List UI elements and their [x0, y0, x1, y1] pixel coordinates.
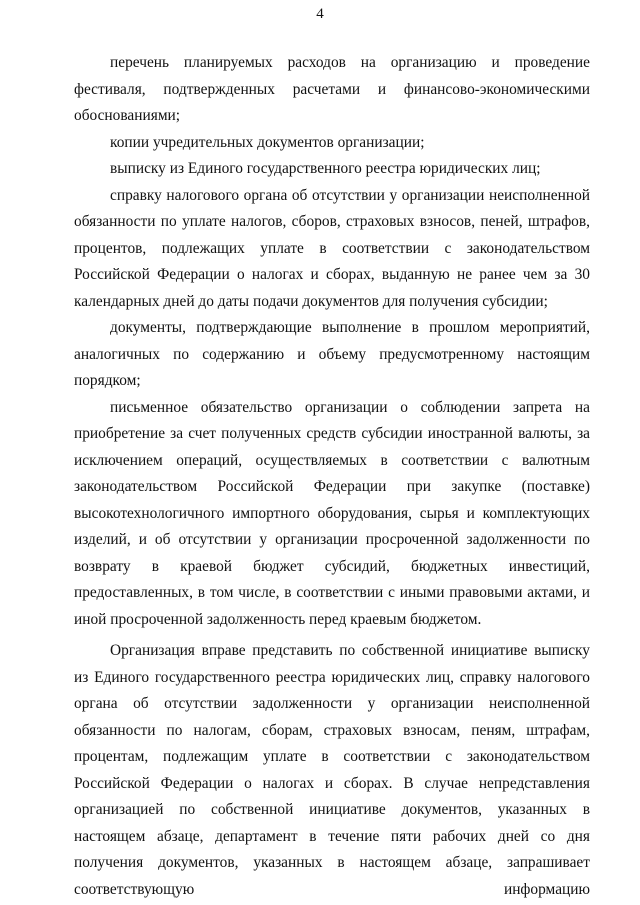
page-number: 4 [316, 6, 324, 22]
document-body [74, 50, 590, 903]
paragraph-founding-documents: копии учредительных документов организации; [110, 133, 425, 151]
paragraph-own-initiative: Организация вправе представить по собственной инициативе выписку из Единого государственного реестра юридических лиц, справку налогового органа об отсутствии задолженности у организации неисполненной обязанности по налогам, сборам, страховых взносам, пеням, штрафам, процентам, подлежащим уплате в соответствии с законодательством Российской Федерации о налогах и сборах. В случае непредставления организацией по собственной инициативе документов, указанных в настоящем абзаце, департамент в течение пяти рабочих дней со дня получения документов, указанных в настоящем абзаце, запрашивает соответствующую информацию [74, 642, 590, 898]
paragraph-written-obligation: письменное обязательство организации о соблюдении запрета на приобретение за счет полученных средств субсидии иностранной валюты, за исключением операций, осуществляемых в соответствии с валютным законодательством Российской Федерации при закупке (поставке) высокотехнологичного импортного оборудования, сырья и комплектующих изделий, и об отсутствии у организации просроченной задолженности по возврату в краевой бюджет субсидий, бюджетных инвестиций, предоставленных, в том числе, в соответствии с иными правовыми актами, и иной просроченной задолженность перед краевым бюджетом. [74, 398, 590, 628]
paragraph-tax-certificate: справку налогового органа об отсутствии у организации неисполненной обязанности по уплате налогов, сборов, страховых взносов, пеней, штрафов, процентов, подлежащих уплате в соответствии с законодательством Российской Федерации о налогах и сборах, выданную не ранее чем за 30 календарных дней до даты подачи документов для получения субсидии; [74, 186, 590, 310]
paragraph-egrul-extract: выписку из Единого государственного реестра юридических лиц; [110, 160, 541, 177]
paragraph-past-events: документы, подтверждающие выполнение в прошлом мероприятий, аналогичных по содержанию и объему предусмотренному настоящим порядком; [74, 319, 590, 389]
paragraph-expense-list: перечень планируемых расходов на организацию и проведение фестиваля, подтвержденных расчетами и финансово-экономическими обоснованиями; [74, 54, 590, 124]
